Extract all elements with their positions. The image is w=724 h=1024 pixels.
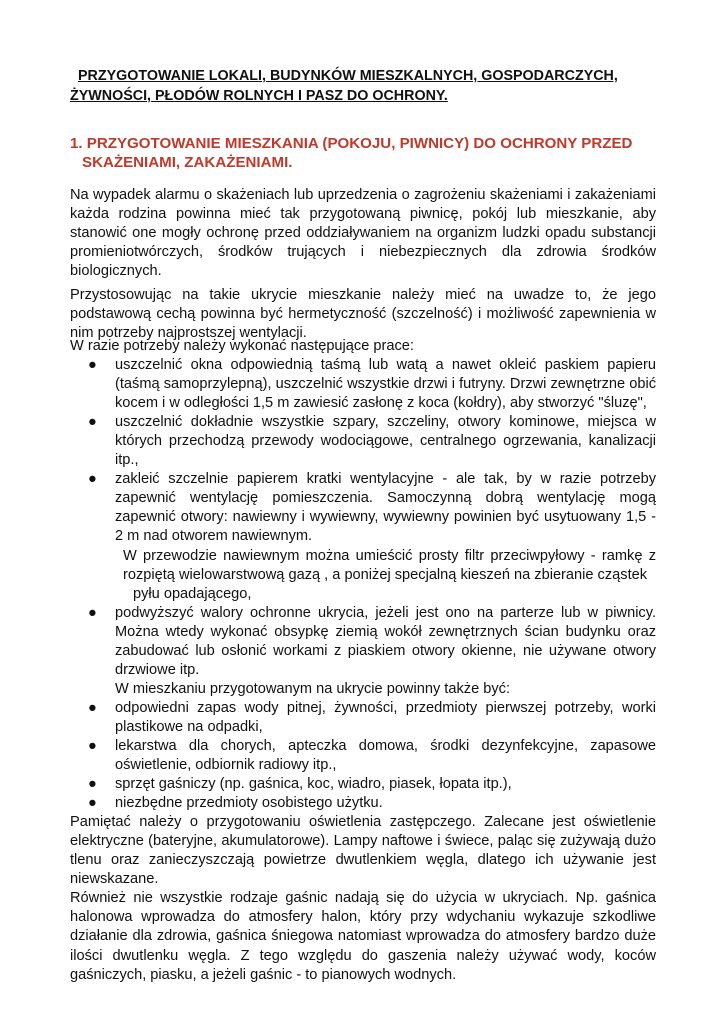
- ventilation-paragraph: Przystosowując na takie ukrycie mieszkanie należy mieć na uwadze to, że jego podstawową cechą powinna być hermetyczność (szczelność) i możliwość zapewnienia w nim potrzeby najprostszej wentylacji.: [70, 287, 656, 342]
- list-item-text: uszczelnić dokładnie wszystkie szpary, szczeliny, otwory kominowe, miejsca w których przechodzą przewody wodociągowe, centralnego ogrzewania, kanalizacji itp.,: [115, 414, 656, 469]
- document-title-line-2: ŻYWNOŚCI, PŁODÓW ROLNYCH I PASZ DO OCHRONY.: [70, 88, 448, 104]
- list-item: [70, 794, 656, 813]
- list-item: [70, 470, 656, 546]
- works-lead: W razie potrzeby należy wykonać następujące prace:: [70, 338, 414, 354]
- equipment-lead: W mieszkaniu przygotowanym na ukrycie powinny także być:: [115, 680, 511, 697]
- list-item-text: uszczelnić okna odpowiednią taśmą lub watą a nawet okleić paskiem papieru (taśmą samoprzylepną), uszczelnić wszystkie drzwi i futryny. Drzwi zewnętrzne obić kocem i w odległości 1,5 m zawiesić zasłonę z koca (kołdry), aby stworzyć "śluzę",: [115, 357, 656, 412]
- extinguisher-paragraph: Również nie wszystkie rodzaje gaśnic nadają się do użycia w ukryciach. Np. gaśnica halonowa wprowadza do atmosfery halon, który przy wdychaniu wykazuje szkodliwe działanie dla zdrowia, gaśnica śniegowa natomiast wprowadza do atmosfery bardzo duże ilości dwutlenku węgla. Z tego względu do gaszenia należy używać wody, koców gaśniczych, piasku, a jeżeli gaśnic - to pianowych wodnych.: [70, 890, 656, 983]
- lighting-paragraph: Pamiętać należy o przygotowaniu oświetlenia zastępczego. Zalecane jest oświetlenie elektryczne (bateryjne, akumulatorowe). Lampy naftowe i świece, paląc się zużywają dużo tlenu oraz zanieczyszczają powietrze dwutlenkiem węgla, dlatego ich używanie jest niewskazane.: [70, 814, 656, 888]
- section-heading-line-1: 1. PRZYGOTOWANIE MIESZKANIA (POKOJU, PIWNICY) DO OCHRONY PRZED: [70, 135, 633, 152]
- bullet-icon: ●: [88, 604, 97, 621]
- bullet-icon: ●: [88, 471, 97, 488]
- filter-note: [70, 547, 656, 604]
- list-item-text: zakleić szczelnie papierem kratki wentylacyjne - ale tak, by w razie potrzeby zapewnić wentylację pomieszczenia. Samoczynną dobrą wentylację mogą zapewnić otwory: nawiewny i wywiewny, wywiewny powinien być usytuowany 1,5 - 2 m nad otworem nawiewnym.: [115, 471, 656, 545]
- list-item: [70, 775, 656, 794]
- bullet-icon: ●: [88, 737, 97, 754]
- list-item: [70, 699, 656, 737]
- intro-paragraph: Na wypadek alarmu o skażeniach lub uprzedzenia o zagrożeniu skażeniami i zakażeniami każda rodzina powinna mieć tak przygotowaną piwnicę, pokój lub mieszkanie, aby stanowić one mogły ochronę przed oddziaływaniem na organizm ludzki opadu substancji promieniotwórczych, środków trujących i niebezpiecznych dla zdrowia środków biologicznych.: [70, 187, 656, 280]
- bullet-icon: ●: [88, 414, 97, 431]
- bullet-icon: ●: [88, 357, 97, 374]
- section-heading: [70, 134, 670, 172]
- document-title-line-1: PRZYGOTOWANIE LOKALI, BUDYNKÓW MIESZKALNYCH, GOSPODARCZYCH,: [78, 68, 618, 84]
- bullet-icon: ●: [88, 699, 97, 716]
- list-item: [70, 737, 656, 775]
- bullet-icon: ●: [88, 795, 97, 812]
- filter-note-end: pyłu opadającego,: [133, 585, 252, 602]
- list-item-text: podwyższyć walory ochronne ukrycia, jeżeli jest ono na parterze lub w piwnicy. Można wtedy wykonać obsypkę ziemią wokół zewnętrznych ścian budynku oraz zabudować lub osłonić workami z piaskiem otwory okienne, nie używane otwory drzwiowe itp.: [115, 604, 656, 678]
- filter-note-text: W przewodzie nawiewnym można umieścić prosty filtr przeciwpyłowy - ramkę z rozpiętą wielowarstwową gazą , a poniżej specjalną kieszeń na zbieranie cząstek: [123, 547, 656, 583]
- list-item-text: sprzęt gaśniczy (np. gaśnica, koc, wiadro, piasek, łopata itp.),: [115, 776, 512, 793]
- list-item-text: lekarstwa dla chorych, apteczka domowa, środki dezynfekcyjne, zapasowe oświetlenie, odbiornik radiowy itp.,: [115, 737, 656, 774]
- list-item: [70, 604, 656, 680]
- list-item: [70, 413, 656, 470]
- list-item-text: odpowiedni zapas wody pitnej, żywności, przedmioty pierwszej potrzeby, worki plastikowe na odpadki,: [115, 699, 656, 735]
- list-item: [70, 356, 656, 413]
- section-heading-line-2: SKAŻENIAMI, ZAKAŻENIAMI.: [82, 154, 293, 171]
- list-item-text: niezbędne przedmioty osobistego użytku.: [115, 795, 383, 812]
- works-section: [70, 337, 656, 985]
- bullet-icon: ●: [88, 776, 97, 793]
- document-title: [70, 66, 660, 106]
